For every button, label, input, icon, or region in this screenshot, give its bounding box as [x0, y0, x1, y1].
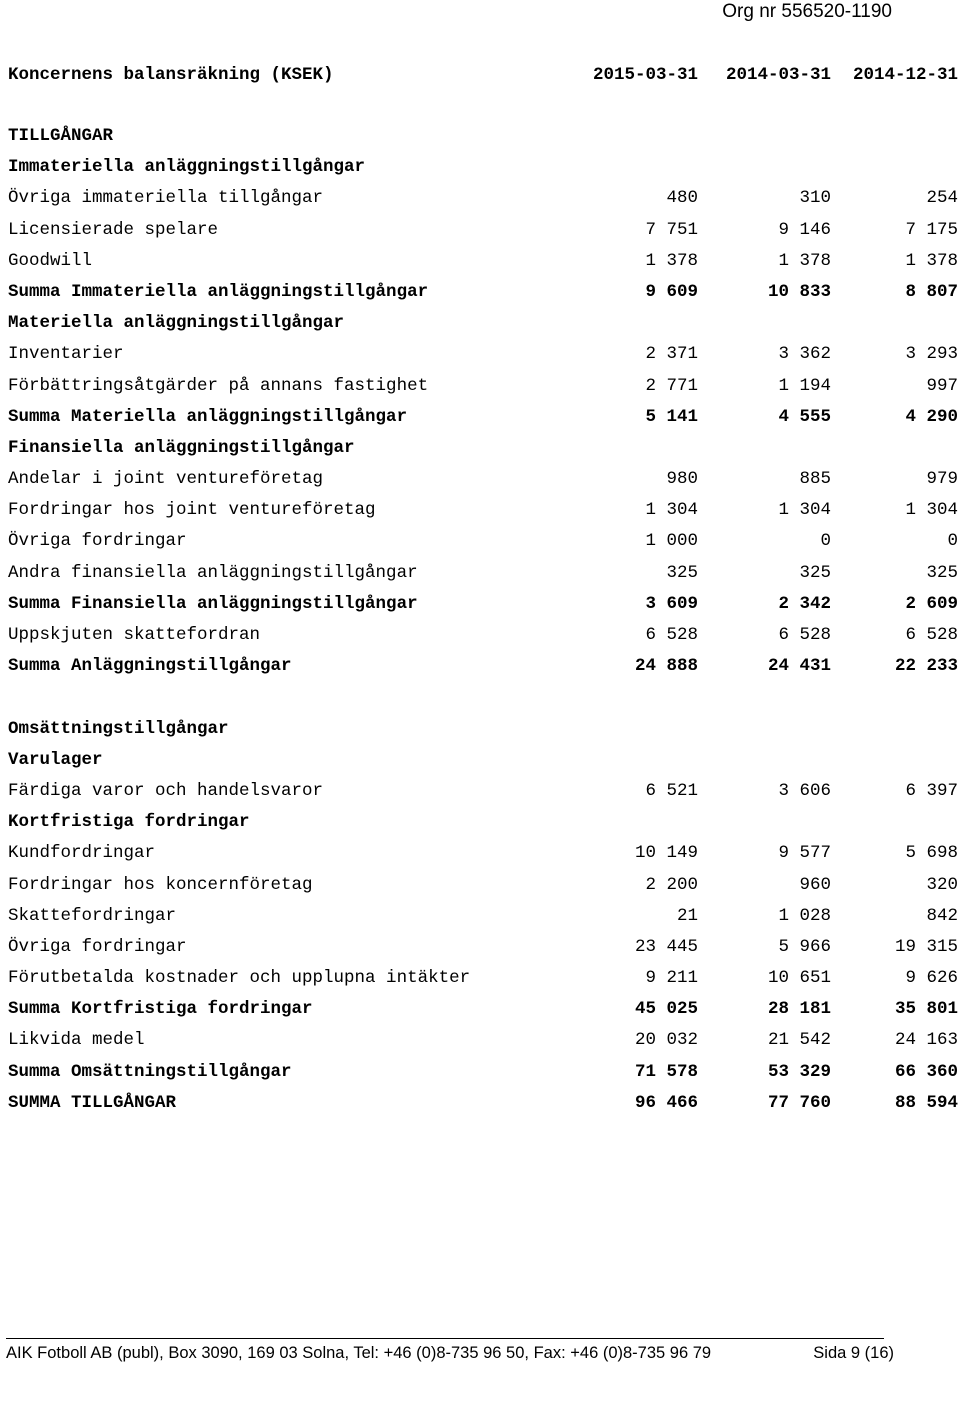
row-value-1: 980: [666, 469, 698, 490]
row-value-2: 310: [799, 188, 831, 209]
table-row: [8, 714, 958, 745]
row-label: Licensierade spelare: [8, 219, 219, 240]
row-value-1: 9 609: [645, 281, 698, 302]
row-value-3: 842: [926, 905, 958, 926]
table-header: [8, 62, 958, 88]
row-value-2: 2 342: [778, 593, 831, 614]
row-value-1: 10 149: [634, 843, 698, 864]
row-label: Goodwill: [8, 250, 93, 271]
row-value-2: 325: [799, 562, 831, 583]
column-header-2015-03-31: 2015-03-31: [592, 65, 698, 85]
table-row: [8, 651, 958, 682]
row-value-3: 88 594: [894, 1092, 958, 1113]
row-value-3: 3 293: [905, 344, 958, 365]
table-row: [8, 776, 958, 807]
row-label: Immateriella anläggningstillgångar: [8, 157, 366, 178]
table-row: [8, 589, 958, 620]
row-value-2: 6 528: [778, 625, 831, 645]
row-value-1: 71 578: [634, 1061, 698, 1082]
row-value-3: 320: [926, 874, 958, 895]
row-label: Andelar i joint ventureföretag: [8, 469, 324, 490]
row-label: Övriga fordringar: [8, 936, 187, 957]
row-value-3: 22 233: [894, 656, 958, 677]
table-row: [8, 402, 958, 433]
table-row: [8, 932, 958, 963]
row-label: TILLGÅNGAR: [8, 126, 114, 146]
row-value-3: 6 397: [905, 780, 958, 801]
row-label: Summa Materiella anläggningstillgångar: [8, 406, 408, 427]
row-value-1: 6 521: [645, 780, 698, 801]
row-value-2: 53 329: [767, 1061, 831, 1082]
row-value-2: 24 431: [767, 656, 831, 677]
row-value-3: 19 315: [894, 936, 958, 957]
table-row: [8, 433, 958, 464]
row-value-1: 2 371: [645, 344, 698, 365]
row-label: Varulager: [8, 749, 103, 770]
row-value-3: 0: [947, 531, 958, 552]
row-label: Finansiella anläggningstillgångar: [8, 437, 355, 458]
row-value-2: 9 146: [778, 219, 831, 240]
row-value-3: 66 360: [894, 1061, 958, 1082]
table-row: [8, 339, 958, 370]
row-value-1: 1 304: [645, 500, 698, 521]
row-label: Likvida medel: [8, 1030, 145, 1051]
row-label: Summa Immateriella anläggningstillgångar: [8, 281, 429, 302]
row-label: Kundfordringar: [8, 843, 156, 864]
row-label: Inventarier: [8, 344, 124, 365]
row-value-1: 2 200: [645, 874, 698, 895]
column-header-2014-03-31: 2014-03-31: [725, 65, 831, 85]
table-row: [8, 277, 958, 308]
table-row: [8, 1057, 958, 1088]
row-value-2: 960: [799, 874, 831, 895]
table-row: [8, 495, 958, 526]
row-value-3: 1 304: [905, 500, 958, 521]
row-label: Materiella anläggningstillgångar: [8, 313, 345, 334]
table-row: [8, 745, 958, 776]
row-label: Summa Kortfristiga fordringar: [8, 999, 313, 1020]
footer-company-info: AIK Fotboll AB (publ), Box 3090, 169 03 Solna, Tel: +46 (0)8-735 96 50, Fax: +46 (0)8-735 96 79: [6, 1344, 712, 1362]
table-row: [8, 838, 958, 869]
row-value-2: 28 181: [767, 999, 831, 1020]
row-value-1: 45 025: [634, 999, 698, 1020]
table-row: [8, 308, 958, 339]
table-row: [8, 620, 958, 651]
row-value-3: 979: [926, 469, 958, 490]
page-footer: [6, 1342, 894, 1408]
table-row: [8, 152, 958, 183]
row-value-1: 2 771: [645, 375, 698, 396]
table-row: [8, 901, 958, 932]
row-value-3: 9 626: [905, 968, 958, 989]
row-label: Förutbetalda kostnader och upplupna intäkter: [8, 968, 471, 989]
row-label: Övriga immateriella tillgångar: [8, 188, 324, 209]
row-value-1: 1 000: [645, 531, 698, 552]
row-value-1: 7 751: [645, 219, 698, 240]
row-value-3: 997: [926, 375, 958, 396]
row-value-1: 5 141: [645, 406, 698, 427]
row-value-1: 9 211: [645, 968, 698, 989]
row-label: SUMMA TILLGÅNGAR: [8, 1092, 177, 1113]
table-row: [8, 526, 958, 557]
row-label: Andra finansiella anläggningstillgångar: [8, 562, 418, 583]
row-value-2: 9 577: [778, 843, 831, 864]
table-row: [8, 183, 958, 214]
row-value-2: 1 028: [778, 905, 831, 926]
table-row: [8, 215, 958, 246]
row-value-2: 3 362: [778, 344, 831, 365]
row-label: Summa Omsättningstillgångar: [8, 1061, 292, 1082]
table-row: [8, 682, 958, 713]
row-value-3: 6 528: [905, 625, 958, 645]
row-value-3: 8 807: [905, 281, 958, 302]
row-value-3: 2 609: [905, 593, 958, 614]
table-row: [8, 558, 958, 589]
table-row: [8, 464, 958, 495]
row-label: Skattefordringar: [8, 905, 177, 926]
row-value-2: 1 378: [778, 250, 831, 271]
column-header-2014-12-31: 2014-12-31: [852, 65, 958, 85]
footer-divider: [6, 1338, 884, 1339]
row-value-3: 35 801: [894, 999, 958, 1020]
row-value-1: 325: [666, 562, 698, 583]
table-row: [8, 121, 958, 152]
table-row: [8, 1088, 958, 1119]
row-value-2: 0: [820, 531, 831, 552]
row-value-1: 21: [676, 905, 698, 926]
row-value-1: 23 445: [634, 936, 698, 957]
row-value-2: 21 542: [767, 1030, 831, 1051]
row-value-3: 4 290: [905, 406, 958, 427]
row-value-1: 480: [666, 188, 698, 209]
row-value-2: 1 304: [778, 500, 831, 521]
row-value-3: 254: [926, 188, 958, 209]
row-value-3: 5 698: [905, 843, 958, 864]
row-value-2: 3 606: [778, 780, 831, 801]
row-value-1: 20 032: [634, 1030, 698, 1051]
org-number: Org nr 556520-1190: [722, 1, 892, 22]
row-label: Förbättringsåtgärder på annans fastighet: [8, 375, 429, 396]
row-value-3: 1 378: [905, 250, 958, 271]
balance-sheet-table: [8, 121, 958, 1119]
row-value-1: 1 378: [645, 250, 698, 271]
row-value-3: 325: [926, 562, 958, 583]
row-label: Färdiga varor och handelsvaror: [8, 780, 324, 801]
row-label: Uppskjuten skattefordran: [8, 625, 261, 645]
row-label: Övriga fordringar: [8, 531, 187, 552]
row-label: Summa Anläggningstillgångar: [8, 656, 292, 677]
row-value-3: 7 175: [905, 219, 958, 240]
row-value-2: 1 194: [778, 375, 831, 396]
row-label: Omsättningstillgångar: [8, 718, 229, 739]
footer-page-number: Sida 9 (16): [813, 1344, 894, 1362]
table-row: [8, 246, 958, 277]
row-label: Summa Finansiella anläggningstillgångar: [8, 593, 418, 614]
table-row: [8, 870, 958, 901]
row-value-2: 5 966: [778, 936, 831, 957]
table-row: [8, 994, 958, 1025]
row-value-1: 3 609: [645, 593, 698, 614]
row-label: Fordringar hos joint ventureföretag: [8, 500, 376, 521]
row-value-1: 96 466: [634, 1092, 698, 1113]
row-label: Fordringar hos koncernföretag: [8, 874, 313, 895]
table-row: [8, 963, 958, 994]
row-value-2: 10 833: [767, 281, 831, 302]
row-label: Kortfristiga fordringar: [8, 812, 250, 833]
row-value-2: 4 555: [778, 406, 831, 427]
table-row: [8, 1025, 958, 1056]
table-title: Koncernens balansräkning (KSEK): [8, 65, 334, 85]
row-value-2: 885: [799, 469, 831, 490]
row-value-2: 10 651: [767, 968, 831, 989]
row-value-1: 6 528: [645, 625, 698, 645]
row-value-2: 77 760: [767, 1092, 831, 1113]
row-value-1: 24 888: [634, 656, 698, 677]
row-value-3: 24 163: [894, 1030, 958, 1051]
table-row: [8, 371, 958, 402]
table-row: [8, 807, 958, 838]
